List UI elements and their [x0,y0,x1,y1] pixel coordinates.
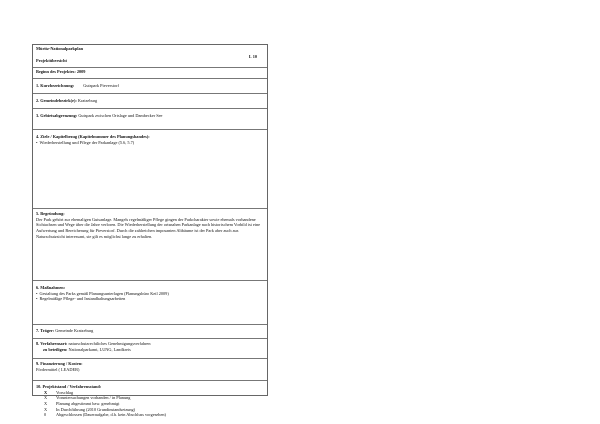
traeger-label: 7. Träger: [36,328,55,333]
list-item: • Gestaltung des Parks gemäß Planungsunterlagen (Planungsbüro Keil 2009) [36,291,264,297]
status-text: Voruntersuchungen vorhanden / in Planung [56,395,131,401]
section-kurzbezeichnung [33,79,267,94]
page-number: I. 10 [248,54,257,59]
document-title: Müritz-Nationalparkplan [36,46,84,51]
section-massnahmen [33,281,267,325]
section-ziele [33,130,267,209]
gemeindebezirk-value: Kratzeburg [77,98,98,103]
sheet-header [33,45,267,68]
kurzbezeichnung-value: Gutspark Pieverstorf [83,83,119,88]
massnahmen-list [36,291,264,302]
massnahmen-label: 6. Maßnahmen: [36,285,66,290]
section-verfahrensart [33,339,267,359]
project-begin [33,68,267,79]
verfahrensart-value: naturschutzrechtliches Genehmigungsverfahren [68,341,151,346]
verfahrensart-label: 8. Verfahrensart: [36,341,68,346]
status-mark: X [44,395,48,401]
gebietsabgrenzung-value: Gutspark zwischen Ortslage und Dambecker See [78,113,163,118]
section-begruendung [33,209,267,281]
status-text: In Durchführung (2010 Grundinstandsetzung) [56,406,136,412]
status-text: Abgeschlossen (Daueraufgabe, d.h. kein Abschluss vorgesehen) [56,412,166,418]
begin-text: Beginn des Projektes: 2009 [36,69,86,74]
gemeindebezirk-label: 2. Gemeindebezirk(e): [36,98,77,103]
list-item: • Regelmäßige Pflege- und Instandhaltungsarbeiten [36,296,264,302]
status-row [36,412,264,418]
status-text: Planung abgestimmt bzw. genehmigt [56,401,120,407]
ziele-list [36,140,264,146]
finanzierung-value: Fördermittel ( LEADER) [36,366,80,372]
status-mark: X [44,406,48,412]
beteiligte-value: Nationalparkamt, LUNG, Landkreis [68,346,131,352]
section-gebietsabgrenzung [33,109,267,130]
section-traeger [33,325,267,339]
gebietsabgrenzung-label: 3. Gebietsabgrenzung: [36,113,78,118]
document-subtitle: Projektübersicht [36,58,67,63]
finanzierung-label: 9. Finanzierung / Kosten: [36,361,83,366]
begruendung-text: Der Park gehört zur ehemaligen Gutsanlage. Mangels regelmäßiger Pflege gingen der Parkcharakter sowie ehemals vorhandene Sichtachsen und Wege über die Jahre verloren. Die Wiederherstellung der ortsnahen Parkanlage nach historischem Vorbild ist eine Aufwertung und Bereicherung für Pieverstorf. Durch die zahlreichen imposanten Altbäume ist der Park aber auch aus Naturschutzsicht interessant, sie gilt es möglichst lange zu erhalten. [36,216,261,239]
ziele-label: 4. Ziele / Kapitelbezug (Kapitelnummer des Planungsbandes): [36,134,150,139]
traeger-value: Gemeinde Kratzeburg [55,328,94,333]
project-sheet [32,44,268,418]
status-text: Vorschlag [56,389,74,395]
projektstand-label: 10. Projektstand / Verfahrensstand: [36,384,102,389]
kurzbezeichnung-label: 1. Kurzbezeichnung: [36,83,75,88]
begruendung-label: 5. Begründung: [36,211,65,216]
status-mark: X [44,389,48,395]
section-gemeindebezirk [33,94,267,109]
section-projektstand [33,381,267,418]
beteiligte-label: zu beteiligen: [43,346,68,352]
status-mark: 0 [44,412,47,418]
section-finanzierung [33,359,267,381]
list-item: • Wiederherstellung und Pflege der Parkanlage (5.6, 5.7) [36,140,264,146]
status-mark: X [44,401,48,407]
